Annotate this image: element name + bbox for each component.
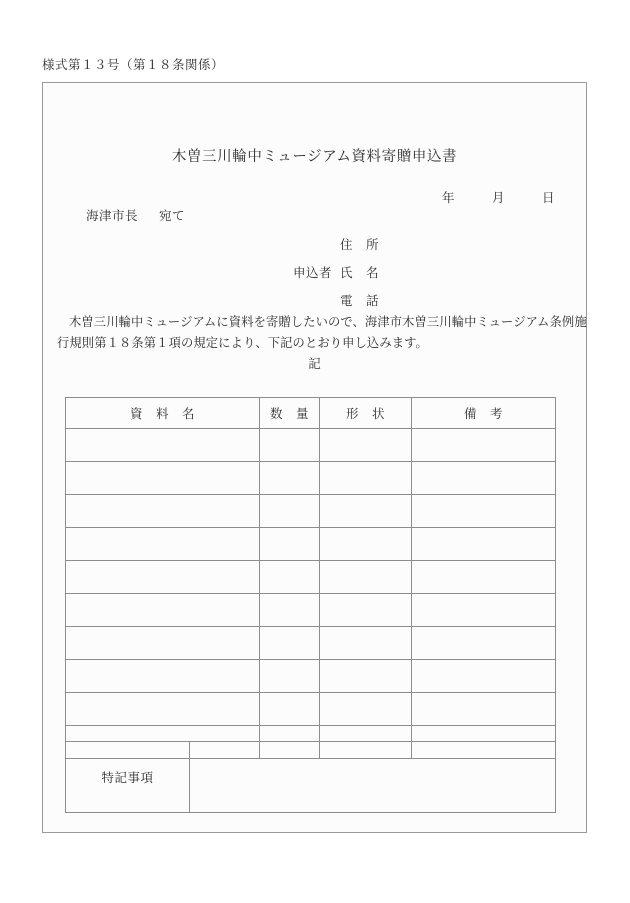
notes-table — [65, 741, 556, 813]
cell-remarks[interactable] — [412, 627, 556, 660]
cell-shape[interactable] — [320, 693, 412, 726]
cell-remarks[interactable] — [412, 660, 556, 693]
body-paragraph — [57, 312, 587, 354]
cell-material-name[interactable] — [66, 462, 260, 495]
cell-shape[interactable] — [320, 627, 412, 660]
cell-quantity[interactable] — [260, 627, 320, 660]
applicant-phone-label: 電 話 — [340, 293, 380, 308]
column-header-shape: 形 状 — [320, 398, 412, 429]
page-inner — [43, 83, 586, 832]
items-table — [65, 397, 556, 759]
table-row — [66, 561, 556, 594]
table-row — [66, 594, 556, 627]
applicant-address-label: 住 所 — [340, 237, 380, 252]
cell-material-name[interactable] — [66, 693, 260, 726]
cell-material-name[interactable] — [66, 594, 260, 627]
cell-remarks[interactable] — [412, 594, 556, 627]
body-line-2: 行規則第１８条第１項の規定により、下記のとおり申し込みます。 — [57, 336, 428, 350]
cell-quantity[interactable] — [260, 429, 320, 462]
notes-input-cell[interactable] — [190, 742, 556, 813]
cell-remarks[interactable] — [412, 693, 556, 726]
notes-table-body — [66, 742, 556, 813]
cell-material-name[interactable] — [66, 528, 260, 561]
cell-quantity[interactable] — [260, 594, 320, 627]
cell-material-name[interactable] — [66, 561, 260, 594]
page-frame — [42, 82, 587, 833]
addressee-recipient: 海津市長 — [86, 208, 139, 223]
notes-row — [66, 742, 556, 813]
cell-remarks[interactable] — [412, 495, 556, 528]
cell-quantity[interactable] — [260, 528, 320, 561]
cell-material-name[interactable] — [66, 627, 260, 660]
cell-quantity[interactable] — [260, 495, 320, 528]
table-row — [66, 462, 556, 495]
cell-remarks[interactable] — [412, 429, 556, 462]
table-header-row — [66, 398, 556, 429]
applicant-prefix-label: 申込者 — [293, 265, 333, 280]
date-line — [442, 188, 555, 206]
column-header-remarks: 備 考 — [412, 398, 556, 429]
applicant-name-label: 氏 名 — [340, 265, 380, 280]
notes-label: 特記事項 — [66, 742, 190, 813]
table-row — [66, 495, 556, 528]
cell-shape[interactable] — [320, 660, 412, 693]
cell-material-name[interactable] — [66, 660, 260, 693]
table-row — [66, 693, 556, 726]
applicant-block — [43, 231, 586, 315]
cell-material-name[interactable] — [66, 429, 260, 462]
year-label: 年 — [442, 190, 456, 205]
cell-shape[interactable] — [320, 594, 412, 627]
cell-remarks[interactable] — [412, 561, 556, 594]
cell-material-name[interactable] — [66, 495, 260, 528]
cell-shape[interactable] — [320, 462, 412, 495]
page-title: 木曽三川輪中ミュージアム資料寄贈申込書 — [171, 149, 458, 165]
addressee-suffix: 宛て — [158, 208, 185, 223]
form-number-label: 様式第１３号（第１８条関係） — [42, 57, 225, 72]
table-row — [66, 528, 556, 561]
addressee-line — [86, 206, 185, 224]
table-row — [66, 429, 556, 462]
cell-quantity[interactable] — [260, 660, 320, 693]
table-row — [66, 660, 556, 693]
applicant-row-address — [43, 231, 586, 259]
cell-remarks[interactable] — [412, 462, 556, 495]
cell-quantity[interactable] — [260, 561, 320, 594]
cell-quantity[interactable] — [260, 693, 320, 726]
items-table-body — [66, 429, 556, 759]
body-line-1: 木曽三川輪中ミュージアムに資料を寄贈したいので、海津市木曽三川輪中ミュージアム条例施 — [69, 315, 587, 329]
ki-marker: 記 — [308, 356, 321, 371]
cell-shape[interactable] — [320, 429, 412, 462]
month-label: 月 — [492, 190, 506, 205]
day-label: 日 — [541, 190, 555, 205]
items-table-head — [66, 398, 556, 429]
column-header-material-name: 資 料 名 — [66, 398, 260, 429]
cell-quantity[interactable] — [260, 462, 320, 495]
table-row — [66, 627, 556, 660]
cell-shape[interactable] — [320, 561, 412, 594]
column-header-quantity: 数 量 — [260, 398, 320, 429]
applicant-row-phone — [43, 287, 586, 315]
applicant-row-name — [43, 259, 586, 287]
cell-remarks[interactable] — [412, 528, 556, 561]
cell-shape[interactable] — [320, 528, 412, 561]
cell-shape[interactable] — [320, 495, 412, 528]
